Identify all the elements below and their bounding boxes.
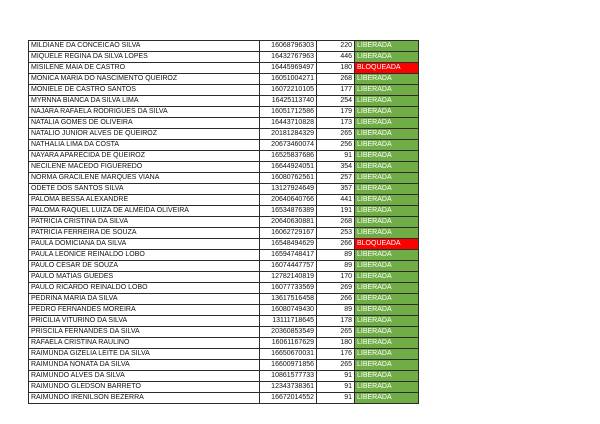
table-row[interactable]	[29, 184, 419, 195]
name-cell[interactable]: MIQUELE REGINA DA SILVA LOPES	[29, 52, 260, 63]
id-cell[interactable]: 16051712586	[260, 107, 317, 118]
value-cell[interactable]: 268	[317, 217, 355, 228]
id-cell[interactable]: 20640640766	[260, 195, 317, 206]
id-cell[interactable]: 16432767963	[260, 52, 317, 63]
name-cell[interactable]: PAULO RICARDO REINALDO LOBO	[29, 283, 260, 294]
value-cell[interactable]: 446	[317, 52, 355, 63]
id-cell[interactable]: 20181284329	[260, 129, 317, 140]
status-cell[interactable]: LIBERADA	[355, 294, 419, 305]
status-cell[interactable]: BLOQUEADA	[355, 63, 419, 74]
name-cell[interactable]: PALOMA BESSA ALEXANDRE	[29, 195, 260, 206]
value-cell[interactable]: 91	[317, 371, 355, 382]
table-row[interactable]	[29, 349, 419, 360]
id-cell[interactable]: 16080749430	[260, 305, 317, 316]
value-cell[interactable]: 253	[317, 228, 355, 239]
table-row[interactable]	[29, 140, 419, 151]
table-row[interactable]	[29, 272, 419, 283]
status-cell[interactable]: LIBERADA	[355, 305, 419, 316]
name-cell[interactable]: MILDIANE DA CONCEICAO SILVA	[29, 41, 260, 52]
name-cell[interactable]: MONICA MARIA DO NASCIMENTO QUEIROZ	[29, 74, 260, 85]
table-row[interactable]	[29, 327, 419, 338]
value-cell[interactable]: 266	[317, 239, 355, 250]
id-cell[interactable]: 16061167629	[260, 338, 317, 349]
status-cell[interactable]: LIBERADA	[355, 283, 419, 294]
value-cell[interactable]: 268	[317, 74, 355, 85]
status-cell[interactable]: LIBERADA	[355, 217, 419, 228]
table-row[interactable]	[29, 151, 419, 162]
table-row[interactable]	[29, 173, 419, 184]
value-cell[interactable]: 266	[317, 294, 355, 305]
id-cell[interactable]: 16594748417	[260, 250, 317, 261]
table-row[interactable]	[29, 382, 419, 393]
table-row[interactable]	[29, 74, 419, 85]
id-cell[interactable]: 20360853549	[260, 327, 317, 338]
status-cell[interactable]: LIBERADA	[355, 151, 419, 162]
table-row[interactable]	[29, 338, 419, 349]
id-cell[interactable]: 16600971856	[260, 360, 317, 371]
status-cell[interactable]: LIBERADA	[355, 162, 419, 173]
value-cell[interactable]: 180	[317, 338, 355, 349]
name-cell[interactable]: PALOMA RAQUEL LUIZA DE ALMEIDA OLIVEIRA	[29, 206, 260, 217]
id-cell[interactable]: 16080762561	[260, 173, 317, 184]
value-cell[interactable]: 173	[317, 118, 355, 129]
table-row[interactable]	[29, 195, 419, 206]
status-cell[interactable]: LIBERADA	[355, 41, 419, 52]
status-cell[interactable]: LIBERADA	[355, 382, 419, 393]
name-cell[interactable]: NATALIA GOMES DE OLIVEIRA	[29, 118, 260, 129]
status-cell[interactable]: LIBERADA	[355, 338, 419, 349]
value-cell[interactable]: 254	[317, 96, 355, 107]
value-cell[interactable]: 441	[317, 195, 355, 206]
table-row[interactable]	[29, 294, 419, 305]
name-cell[interactable]: NECILENE MACEDO FIGUEREDO	[29, 162, 260, 173]
status-cell[interactable]: LIBERADA	[355, 371, 419, 382]
value-cell[interactable]: 269	[317, 283, 355, 294]
status-cell[interactable]: LIBERADA	[355, 52, 419, 63]
status-cell[interactable]: LIBERADA	[355, 118, 419, 129]
table-row[interactable]	[29, 371, 419, 382]
value-cell[interactable]: 354	[317, 162, 355, 173]
name-cell[interactable]: NATALIO JUNIOR ALVES DE QUEIROZ	[29, 129, 260, 140]
id-cell[interactable]: 16074447757	[260, 261, 317, 272]
id-cell[interactable]: 16051004271	[260, 74, 317, 85]
table-row[interactable]	[29, 162, 419, 173]
id-cell[interactable]: 16443710828	[260, 118, 317, 129]
id-cell[interactable]: 10861577733	[260, 371, 317, 382]
table-row[interactable]	[29, 239, 419, 250]
value-cell[interactable]: 178	[317, 316, 355, 327]
status-cell[interactable]: BLOQUEADA	[355, 239, 419, 250]
spreadsheet-table	[28, 40, 419, 404]
name-cell[interactable]: RAIMUNDA GIZELIA LEITE DA SILVA	[29, 349, 260, 360]
status-cell[interactable]: LIBERADA	[355, 327, 419, 338]
value-cell[interactable]: 89	[317, 261, 355, 272]
name-cell[interactable]: PAULA DOMICIANA DA SILVA	[29, 239, 260, 250]
id-cell[interactable]: 13127924649	[260, 184, 317, 195]
table-row[interactable]	[29, 107, 419, 118]
table-row[interactable]	[29, 206, 419, 217]
name-cell[interactable]: NORMA GRACILENE MARQUES VIANA	[29, 173, 260, 184]
value-cell[interactable]: 170	[317, 272, 355, 283]
table-row[interactable]	[29, 85, 419, 96]
status-cell[interactable]: LIBERADA	[355, 261, 419, 272]
table-row[interactable]	[29, 393, 419, 404]
status-cell[interactable]: LIBERADA	[355, 107, 419, 118]
table-row[interactable]	[29, 261, 419, 272]
id-cell[interactable]: 16077733569	[260, 283, 317, 294]
id-cell[interactable]: 12782140819	[260, 272, 317, 283]
status-cell[interactable]: LIBERADA	[355, 96, 419, 107]
value-cell[interactable]: 265	[317, 327, 355, 338]
name-cell[interactable]: PATRICIA FERREIRA DE SOUZA	[29, 228, 260, 239]
name-cell[interactable]: PAULA LEONICE REINALDO LOBO	[29, 250, 260, 261]
id-cell[interactable]: 16525837686	[260, 151, 317, 162]
table-row[interactable]	[29, 118, 419, 129]
id-cell[interactable]: 16072210105	[260, 85, 317, 96]
name-cell[interactable]: NAJARA RAFAELA RODRIGUES DA SILVA	[29, 107, 260, 118]
status-cell[interactable]: LIBERADA	[355, 316, 419, 327]
table-row[interactable]	[29, 316, 419, 327]
id-cell[interactable]: 13617516458	[260, 294, 317, 305]
id-cell[interactable]: 16062729167	[260, 228, 317, 239]
table-row[interactable]	[29, 41, 419, 52]
id-cell[interactable]: 16672014552	[260, 393, 317, 404]
value-cell[interactable]: 191	[317, 206, 355, 217]
table-row[interactable]	[29, 360, 419, 371]
id-cell[interactable]: 20640630881	[260, 217, 317, 228]
table-row[interactable]	[29, 305, 419, 316]
id-cell[interactable]: 16650670031	[260, 349, 317, 360]
table-row[interactable]	[29, 96, 419, 107]
table-row[interactable]	[29, 52, 419, 63]
id-cell[interactable]: 16445969497	[260, 63, 317, 74]
id-cell[interactable]: 16425113740	[260, 96, 317, 107]
table-row[interactable]	[29, 283, 419, 294]
value-cell[interactable]: 176	[317, 349, 355, 360]
table-row[interactable]	[29, 228, 419, 239]
status-cell[interactable]: LIBERADA	[355, 250, 419, 261]
name-cell[interactable]: MONIELE DE CASTRO SANTOS	[29, 85, 260, 96]
value-cell[interactable]: 265	[317, 360, 355, 371]
id-cell[interactable]: 16068796303	[260, 41, 317, 52]
id-cell[interactable]: 16534876389	[260, 206, 317, 217]
status-cell[interactable]: LIBERADA	[355, 184, 419, 195]
name-cell[interactable]: RAFAELA CRISTINA RAULINO	[29, 338, 260, 349]
value-cell[interactable]: 91	[317, 393, 355, 404]
status-cell[interactable]: LIBERADA	[355, 349, 419, 360]
status-cell[interactable]: LIBERADA	[355, 360, 419, 371]
name-cell[interactable]: PAULO MATIAS GUEDES	[29, 272, 260, 283]
name-cell[interactable]: PRISCILA FERNANDES DA SILVA	[29, 327, 260, 338]
name-cell[interactable]: PATRICIA CRISTINA DA SILVA	[29, 217, 260, 228]
id-cell[interactable]: 12343738361	[260, 382, 317, 393]
status-cell[interactable]: LIBERADA	[355, 206, 419, 217]
id-cell[interactable]: 16644924051	[260, 162, 317, 173]
status-cell[interactable]: LIBERADA	[355, 272, 419, 283]
name-cell[interactable]: PRICILIA VITURINO DA SILVA	[29, 316, 260, 327]
value-cell[interactable]: 177	[317, 85, 355, 96]
status-cell[interactable]: LIBERADA	[355, 140, 419, 151]
id-cell[interactable]: 13111718645	[260, 316, 317, 327]
name-cell[interactable]: RAIMUNDO ALVES DA SILVA	[29, 371, 260, 382]
value-cell[interactable]: 91	[317, 382, 355, 393]
value-cell[interactable]: 265	[317, 129, 355, 140]
name-cell[interactable]: RAIMUNDO IRENILSON BEZERRA	[29, 393, 260, 404]
value-cell[interactable]: 89	[317, 250, 355, 261]
value-cell[interactable]: 180	[317, 63, 355, 74]
status-cell[interactable]: LIBERADA	[355, 85, 419, 96]
spreadsheet-body	[29, 41, 419, 404]
value-cell[interactable]: 257	[317, 173, 355, 184]
status-cell[interactable]: LIBERADA	[355, 393, 419, 404]
name-cell[interactable]: PEDRO FERNANDES MOREIRA	[29, 305, 260, 316]
name-cell[interactable]: RAIMUNDA NONATA DA SILVA	[29, 360, 260, 371]
value-cell[interactable]: 89	[317, 305, 355, 316]
status-cell[interactable]: LIBERADA	[355, 195, 419, 206]
table-row[interactable]	[29, 217, 419, 228]
status-cell[interactable]: LIBERADA	[355, 228, 419, 239]
name-cell[interactable]: NATHALIA LIMA DA COSTA	[29, 140, 260, 151]
name-cell[interactable]: NAYARA APARECIDA DE QUEIROZ	[29, 151, 260, 162]
status-cell[interactable]: LIBERADA	[355, 129, 419, 140]
value-cell[interactable]: 179	[317, 107, 355, 118]
status-cell[interactable]: LIBERADA	[355, 74, 419, 85]
table-row[interactable]	[29, 129, 419, 140]
value-cell[interactable]: 357	[317, 184, 355, 195]
id-cell[interactable]: 20673460074	[260, 140, 317, 151]
name-cell[interactable]: MYRNNA BIANCA DA SILVA LIMA	[29, 96, 260, 107]
name-cell[interactable]: PEDRINA MARIA DA SILVA	[29, 294, 260, 305]
name-cell[interactable]: PAULO CESAR DE SOUZA	[29, 261, 260, 272]
table-row[interactable]	[29, 250, 419, 261]
value-cell[interactable]: 220	[317, 41, 355, 52]
name-cell[interactable]: MISILENE MAIA DE CASTRO	[29, 63, 260, 74]
id-cell[interactable]: 16548494629	[260, 239, 317, 250]
status-cell[interactable]: LIBERADA	[355, 173, 419, 184]
value-cell[interactable]: 256	[317, 140, 355, 151]
table-row[interactable]	[29, 63, 419, 74]
name-cell[interactable]: ODETE DOS SANTOS SILVA	[29, 184, 260, 195]
value-cell[interactable]: 91	[317, 151, 355, 162]
name-cell[interactable]: RAIMUNDO GLEDSON BARRETO	[29, 382, 260, 393]
